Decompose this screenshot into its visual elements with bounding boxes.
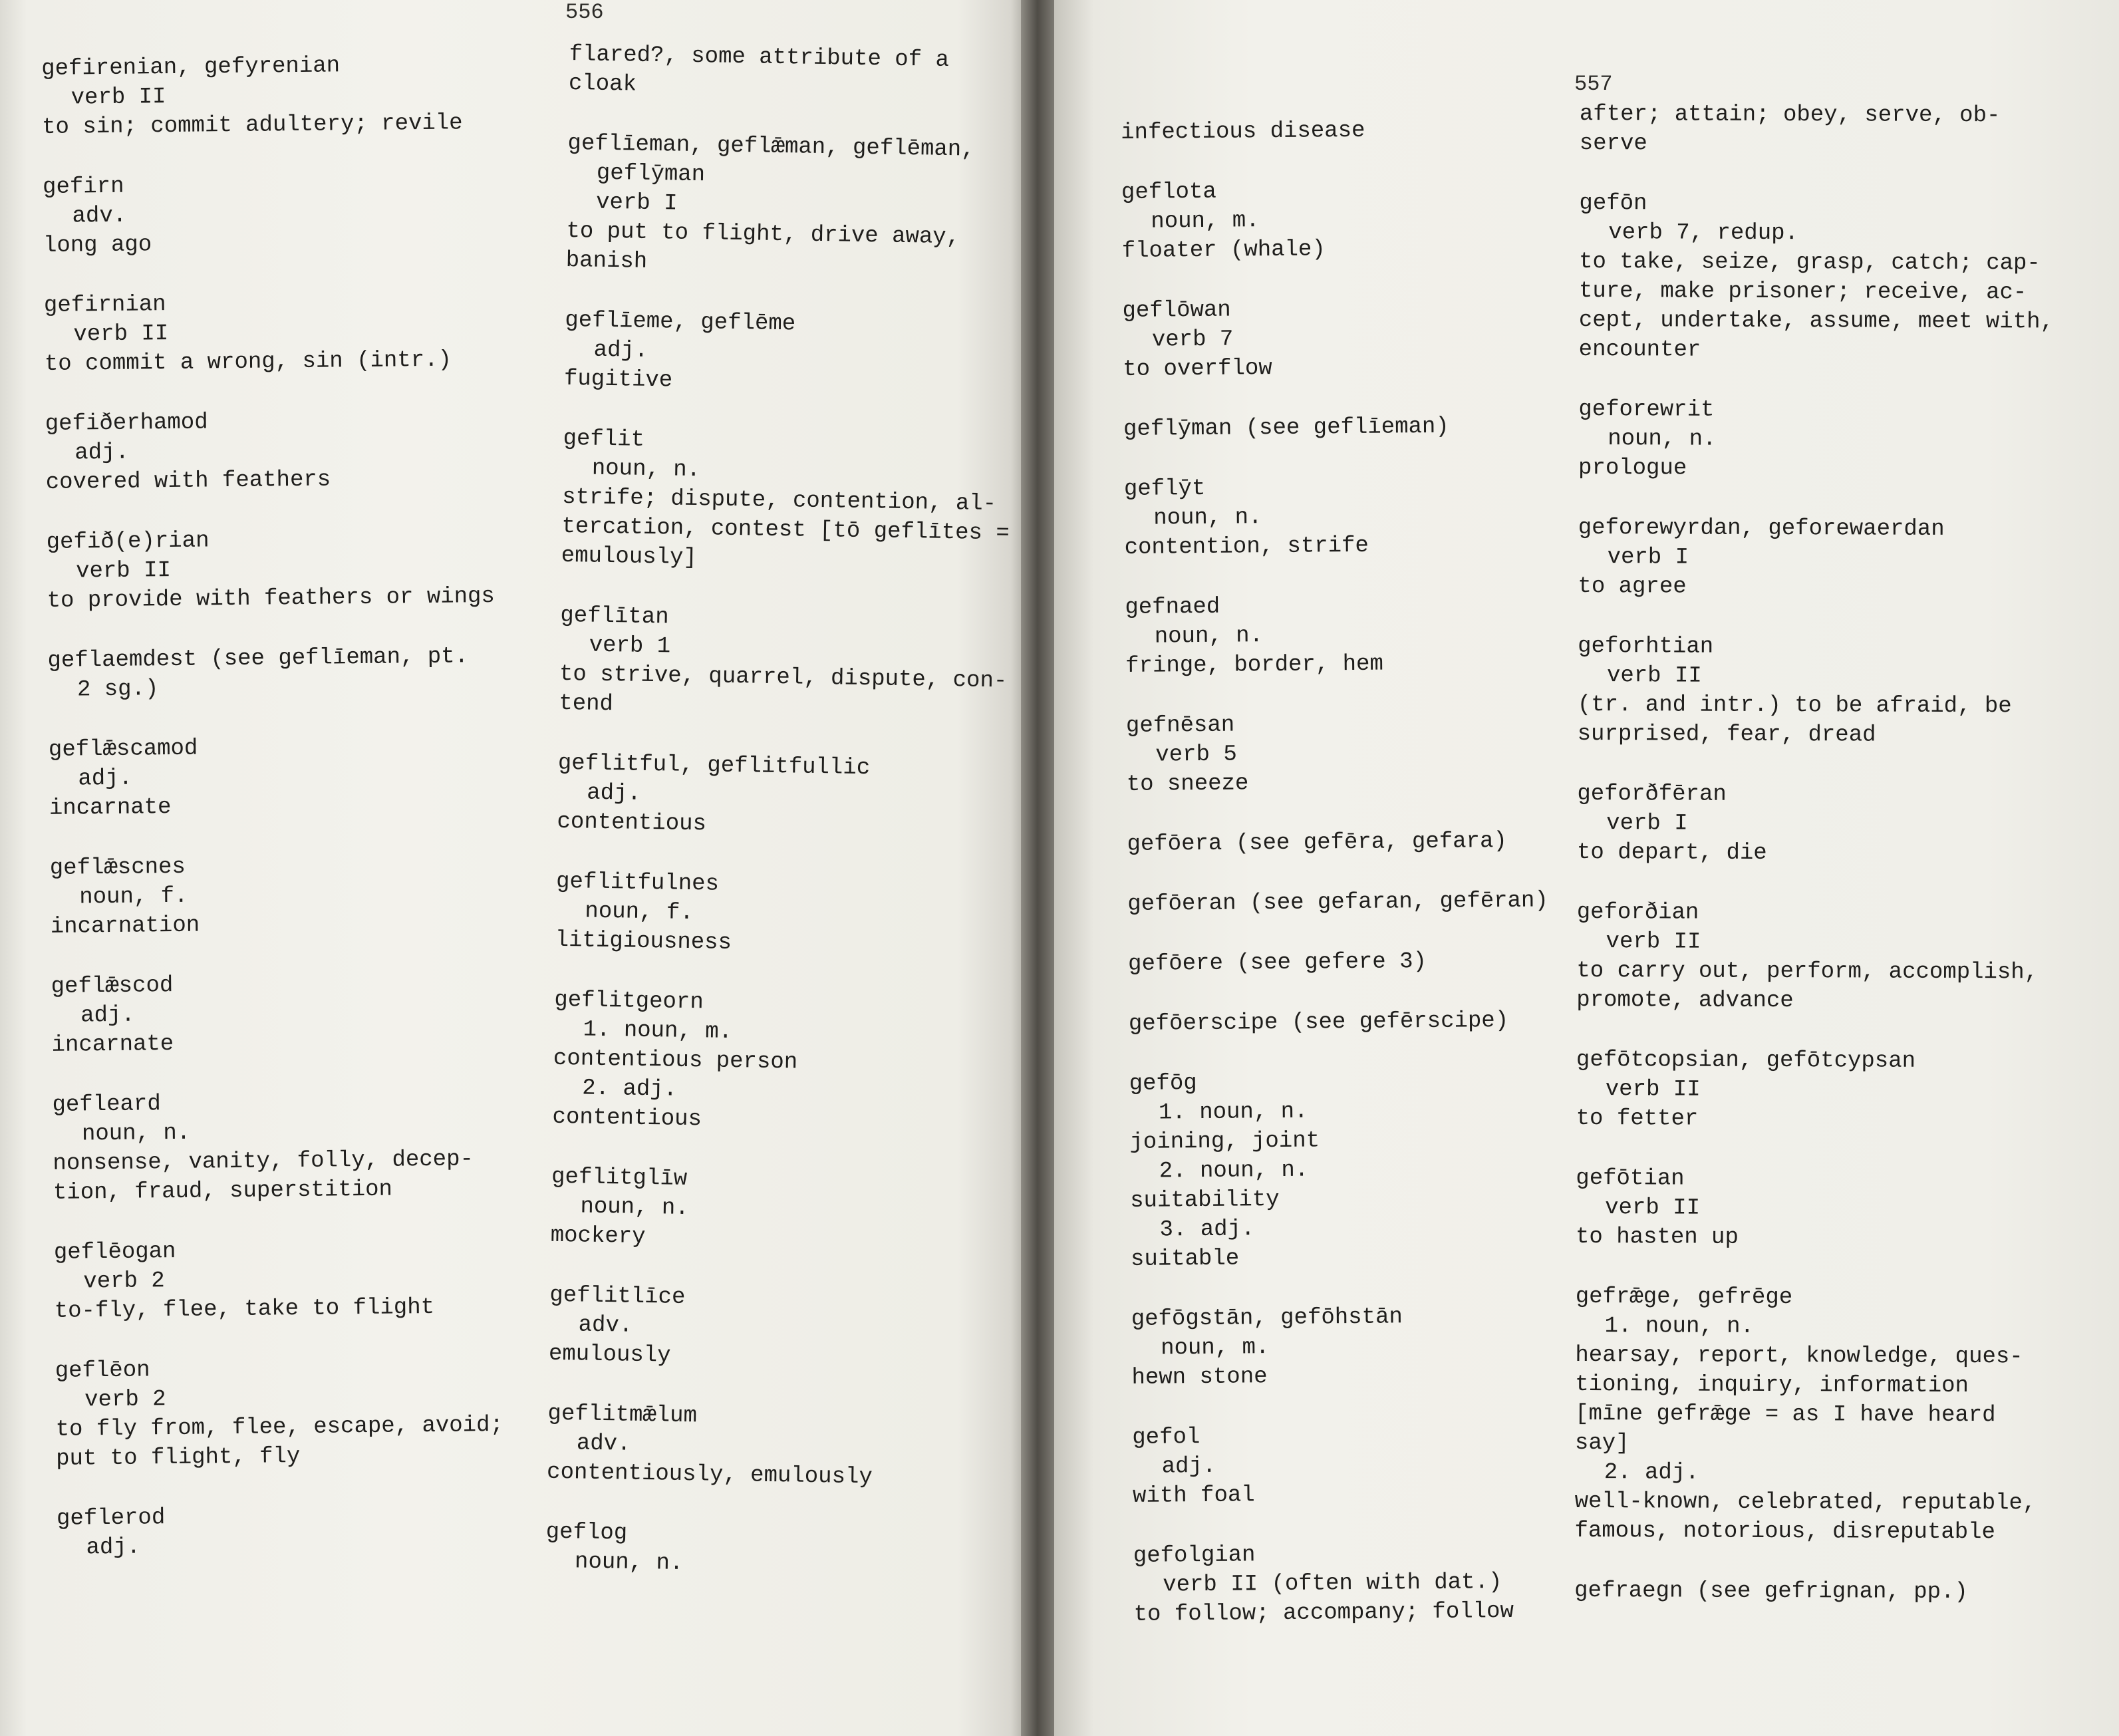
entry-headword: gefið(e)rian xyxy=(46,528,210,555)
entry-headword: gefirn xyxy=(42,174,124,200)
dictionary-entry xyxy=(564,306,1018,401)
dictionary-entry xyxy=(1124,471,1577,563)
dictionary-entry xyxy=(51,967,583,1060)
dictionary-entry xyxy=(550,1163,1004,1258)
entry-definition: incarnation xyxy=(50,913,200,940)
entry-headword: geflitgeorn xyxy=(554,987,704,1016)
entry-grammar: 1. noun, n. xyxy=(1158,1099,1308,1126)
entry-grammar: verb II xyxy=(73,321,169,348)
entry-grammar: noun, n. xyxy=(1608,426,1717,452)
entry-headword: geforðian xyxy=(1576,899,1699,926)
entry-headword: gefnaed xyxy=(1125,594,1220,621)
entry-definition: to sin; commit adultery; revile xyxy=(41,110,463,140)
entry-grammar: adv. xyxy=(578,1312,633,1339)
dictionary-entry xyxy=(559,601,1013,726)
dictionary-entry xyxy=(1578,513,2110,603)
entry-definition: fugitive xyxy=(563,366,673,394)
entry-definition: mockery xyxy=(550,1223,646,1250)
dictionary-entry xyxy=(1129,1006,1581,1039)
entry-headword: gefolgian xyxy=(1133,1542,1256,1569)
entry-headword: geflitful, geflitfullic xyxy=(557,750,871,782)
entry-headword: geflaemdest (see geflīeman, pt. xyxy=(47,644,469,674)
right-column-1 xyxy=(1121,114,1586,1660)
entry-definition: to-fly, flee, take to flight xyxy=(54,1294,435,1324)
entry-headword: geflīeman, geflǣman, geflēman, xyxy=(567,130,975,163)
entry-definition: suitable xyxy=(1130,1246,1240,1272)
entry-definition: put to flight, fly xyxy=(55,1444,301,1472)
entry-definition: encounter xyxy=(1578,337,1701,363)
entry-definition: emulously] xyxy=(561,543,698,571)
dictionary-entry xyxy=(45,404,578,498)
entry-grammar: adj. xyxy=(86,1534,141,1561)
dictionary-entry xyxy=(1576,898,2109,1017)
entry-definition: to fly from, flee, escape, avoid; xyxy=(55,1412,504,1443)
entry-headword: gefiðerhamod xyxy=(45,410,208,437)
entry-headword: geflitfulnes xyxy=(555,869,720,897)
entry-definition: famous, notorious, disreputable xyxy=(1574,1518,1996,1546)
entry-grammar: adj. xyxy=(586,780,642,807)
entry-headword: gefleard xyxy=(52,1091,161,1118)
entry-grammar: verb I xyxy=(1606,811,1688,837)
dictionary-entry xyxy=(1122,293,1575,384)
entry-definition: tercation, contest [tō geflītes = xyxy=(561,513,1010,547)
dictionary-entry xyxy=(547,1399,1000,1495)
entry-grammar: adj. xyxy=(78,766,133,792)
entry-definition: to agree xyxy=(1578,573,1687,600)
dictionary-entry xyxy=(1576,1046,2108,1135)
entry-grammar: adj. xyxy=(80,1002,135,1029)
entry-definition: serve xyxy=(1579,130,1647,157)
entry-headword: gefōn xyxy=(1579,190,1647,217)
entry-grammar: verb 2 xyxy=(83,1268,165,1295)
entry-grammar: geflȳman xyxy=(596,160,706,188)
entry-headword: gefirenian, gefyrenian xyxy=(41,53,341,82)
entry-definition: banish xyxy=(565,247,648,275)
entry-grammar: verb II (often with dat.) xyxy=(1163,1570,1502,1598)
entry-grammar: noun, n. xyxy=(1153,505,1262,531)
entry-definition: contentious xyxy=(552,1104,702,1133)
entry-definition: incarnate xyxy=(51,1031,174,1058)
entry-definition: fringe, border, hem xyxy=(1125,651,1384,679)
dictionary-entry xyxy=(1574,1282,2107,1548)
entry-grammar: verb 5 xyxy=(1155,742,1237,768)
entry-definition: emulously xyxy=(548,1341,671,1369)
entry-headword: geflog xyxy=(545,1519,628,1546)
entry-definition: tion, fraud, superstition xyxy=(53,1177,393,1206)
entry-definition: (tr. and intr.) to be afraid, be xyxy=(1577,692,2012,720)
dictionary-entry xyxy=(1131,1301,1584,1393)
entry-grammar: adj. xyxy=(593,337,648,364)
entry-definition: tioning, inquiry, information xyxy=(1575,1372,1969,1399)
entry-definition: hewn stone xyxy=(1131,1364,1268,1391)
entry-headword: geflǣscnes xyxy=(49,854,186,881)
entry-definition: nonsense, vanity, folly, decep- xyxy=(53,1147,474,1177)
dictionary-entry xyxy=(1577,780,2109,869)
entry-definition: ture, make prisoner; receive, ac- xyxy=(1578,278,2027,306)
entry-headword: infectious disease xyxy=(1121,118,1365,146)
dictionary-entry xyxy=(1127,886,1580,919)
right-page xyxy=(1054,0,2119,1736)
dictionary-entry xyxy=(55,1352,589,1474)
left-column-1 xyxy=(41,49,589,1594)
entry-definition: to strive, quarrel, dispute, con- xyxy=(559,661,1008,694)
entry-headword: geflitglīw xyxy=(551,1164,688,1192)
dictionary-entry xyxy=(1579,189,2112,366)
entry-headword: geflīeme, geflēme xyxy=(565,307,796,337)
dictionary-entry xyxy=(1125,589,1578,681)
dictionary-entry xyxy=(565,129,1020,283)
entry-headword: gefraegn (see gefrignan, pp.) xyxy=(1574,1578,1968,1606)
entry-headword: geflerod xyxy=(56,1505,166,1532)
entry-headword: gefnēsan xyxy=(1125,712,1235,739)
entry-grammar: verb II xyxy=(71,84,166,111)
entry-grammar: 1. noun, n. xyxy=(1604,1314,1755,1340)
entry-headword: geflǣscamod xyxy=(48,736,198,763)
entry-headword: gefōere (see gefere 3) xyxy=(1127,949,1427,977)
entry-headword: gefrǣge, gefrēge xyxy=(1575,1284,1793,1311)
entry-headword: gefōera (see gefēra, gefara) xyxy=(1127,828,1507,857)
entry-headword: flared?, some attribute of a cloak xyxy=(568,41,963,98)
dictionary-entry xyxy=(1133,1538,1586,1630)
entry-definition: to follow; accompany; follow xyxy=(1133,1598,1514,1628)
entry-definition: contentiously, emulously xyxy=(546,1459,873,1491)
entry-headword: gefōtcopsian, gefōtcypsan xyxy=(1576,1047,1916,1074)
entry-grammar: noun, n. xyxy=(81,1120,191,1147)
entry-headword: geflota xyxy=(1121,179,1216,206)
entry-definition: long ago xyxy=(43,232,152,259)
entry-definition: joining, joint xyxy=(1129,1128,1320,1155)
entry-grammar: noun, f. xyxy=(585,899,694,927)
entry-headword: geforhtian xyxy=(1578,633,1714,660)
entry-headword: geforðfēran xyxy=(1577,781,1727,807)
dictionary-entry xyxy=(1576,1164,2108,1254)
dictionary-entry xyxy=(1126,708,1579,799)
entry-headword: geflȳt xyxy=(1123,476,1206,502)
entry-definition: cept, undertake, assume, meet with, xyxy=(1578,307,2054,335)
dictionary-entry xyxy=(1127,826,1579,859)
entry-definition: [mīne gefrǣge = as I have heard xyxy=(1575,1401,1996,1429)
page-number-left: 556 xyxy=(565,0,604,25)
entry-headword: geflitmǣlum xyxy=(547,1401,698,1429)
entry-grammar: verb 7 xyxy=(1151,327,1234,353)
dictionary-entry xyxy=(54,1233,587,1326)
entry-headword: geflitlīce xyxy=(549,1282,686,1310)
dictionary-entry xyxy=(43,168,575,261)
entry-grammar: 3. adj. xyxy=(1159,1217,1255,1243)
entry-grammar: verb II xyxy=(1605,1195,1701,1221)
dictionary-entry xyxy=(44,286,577,379)
entry-grammar: verb I xyxy=(1607,545,1689,571)
entry-definition: litigiousness xyxy=(555,927,732,956)
entry-definition: incarnate xyxy=(49,795,172,821)
dictionary-entry xyxy=(1123,411,1576,444)
entry-definition: to hasten up xyxy=(1575,1224,1739,1250)
entry-grammar: verb II xyxy=(1605,1077,1701,1103)
entry-headword: gefōg xyxy=(1129,1071,1197,1097)
dictionary-entry xyxy=(46,523,579,616)
entry-headword: geforewrit xyxy=(1578,396,1715,423)
entry-grammar: verb 1 xyxy=(589,633,671,660)
entry-grammar: adv. xyxy=(72,203,127,229)
entry-headword: geflǣscod xyxy=(51,973,174,1000)
entry-grammar: verb 2 xyxy=(84,1387,166,1413)
entry-grammar: noun, n. xyxy=(580,1194,689,1222)
entry-headword: after; attain; obey, serve, ob- xyxy=(1579,101,2001,129)
entry-grammar: noun, n. xyxy=(591,456,701,484)
dictionary-entry xyxy=(1121,114,1573,148)
dictionary-entry xyxy=(545,1518,998,1584)
right-column-2 xyxy=(1574,100,2112,1638)
dictionary-entry xyxy=(552,986,1006,1139)
entry-definition: suitability xyxy=(1130,1187,1280,1214)
dictionary-entry xyxy=(57,1499,589,1563)
entry-grammar: verb I xyxy=(595,190,678,217)
dictionary-entry xyxy=(557,749,1010,844)
entry-definition: to provide with feathers or wings xyxy=(47,583,495,614)
entry-headword: gefōtian xyxy=(1576,1165,1685,1192)
entry-headword: gefōerscipe (see gefērscipe) xyxy=(1128,1008,1509,1037)
entry-definition: to take, seize, grasp, catch; cap- xyxy=(1579,249,2041,277)
entry-headword: geflōwan xyxy=(1122,297,1231,324)
left-page xyxy=(0,0,1021,1736)
entry-headword: gefōeran (see gefaran, gefēran) xyxy=(1127,888,1548,917)
entry-definition: covered with feathers xyxy=(45,467,331,496)
entry-headword: geflȳman (see geflīeman) xyxy=(1123,414,1449,442)
entry-definition: prologue xyxy=(1578,455,1687,482)
entry-definition: say] xyxy=(1574,1430,1629,1457)
entry-headword: gefirnian xyxy=(43,292,166,319)
entry-grammar: 2 sg.) xyxy=(76,676,159,703)
dictionary-entry xyxy=(1128,946,1580,979)
entry-definition: tend xyxy=(559,690,614,718)
dictionary-entry xyxy=(555,867,1008,962)
entry-definition: to overflow xyxy=(1123,356,1272,382)
entry-grammar: verb II xyxy=(1606,663,1702,689)
entry-definition: well-known, celebrated, reputable, xyxy=(1574,1489,2037,1517)
dictionary-entry xyxy=(47,641,580,705)
entry-definition: floater (whale) xyxy=(1121,237,1326,264)
entry-grammar: 1. noun, m. xyxy=(583,1017,733,1046)
dictionary-entry xyxy=(1132,1419,1585,1511)
entry-definition: contention, strife xyxy=(1124,533,1369,561)
entry-grammar: noun, f. xyxy=(79,883,188,911)
dictionary-entry xyxy=(50,849,583,942)
entry-grammar: adv. xyxy=(576,1431,631,1457)
dictionary-entry xyxy=(1121,174,1574,266)
entry-definition: with foal xyxy=(1132,1483,1255,1509)
entry-grammar: verb 7, redup. xyxy=(1608,220,1799,247)
entry-definition: to fetter xyxy=(1576,1105,1699,1132)
page-number-right: 557 xyxy=(1574,72,1613,96)
dictionary-entry xyxy=(1578,632,2110,751)
entry-headword: geflēon xyxy=(55,1358,150,1384)
entry-grammar: 2. adj. xyxy=(581,1076,678,1103)
dictionary-entry xyxy=(569,40,1021,106)
entry-definition: strife; dispute, contention, al- xyxy=(561,484,997,517)
entry-definition: surprised, fear, dread xyxy=(1577,721,1876,748)
entry-grammar: adj. xyxy=(1161,1453,1216,1480)
dictionary-entry xyxy=(49,730,581,823)
entry-definition: contentious xyxy=(557,809,707,837)
entry-headword: gefol xyxy=(1132,1425,1201,1451)
entry-headword: geforewyrdan, geforewaerdan xyxy=(1578,515,1945,542)
dictionary-entry xyxy=(1574,1576,2106,1608)
dictionary-entry xyxy=(1580,100,2112,160)
entry-headword: geflēogan xyxy=(53,1238,176,1266)
entry-definition: contentious person xyxy=(553,1046,798,1076)
entry-grammar: 2. noun, n. xyxy=(1159,1157,1309,1185)
entry-definition: to carry out, perform, accomplish, xyxy=(1576,958,2039,986)
entry-definition: to sneeze xyxy=(1126,771,1249,797)
entry-definition: to commit a wrong, sin (intr.) xyxy=(44,347,452,377)
entry-definition: promote, advance xyxy=(1576,987,1794,1014)
entry-headword: geflit xyxy=(563,426,645,453)
dictionary-entry xyxy=(1129,1066,1583,1274)
left-column-2 xyxy=(545,40,1021,1614)
dictionary-entry xyxy=(561,424,1015,578)
entry-definition: hearsay, report, knowledge, ques- xyxy=(1575,1342,2023,1370)
dictionary-entry xyxy=(41,49,574,142)
entry-headword: gefōgstān, gefōhstān xyxy=(1131,1304,1403,1332)
entry-grammar: 2. adj. xyxy=(1604,1460,1699,1486)
dictionary-entry xyxy=(52,1085,585,1208)
entry-grammar: verb II xyxy=(75,558,172,585)
entry-grammar: adj. xyxy=(74,440,130,466)
entry-grammar: verb II xyxy=(1606,929,1701,955)
entry-grammar: noun, n. xyxy=(574,1549,684,1576)
book-gutter xyxy=(1021,0,1054,1736)
entry-grammar: noun, n. xyxy=(1154,623,1264,650)
entry-definition: to depart, die xyxy=(1576,839,1767,866)
entry-headword: geflītan xyxy=(560,603,669,631)
dictionary-entry xyxy=(1578,395,2110,485)
entry-definition: to put to flight, drive away, xyxy=(566,218,960,251)
dictionary-entry xyxy=(549,1281,1002,1376)
entry-grammar: noun, m. xyxy=(1160,1335,1270,1362)
entry-grammar: noun, m. xyxy=(1151,208,1260,235)
